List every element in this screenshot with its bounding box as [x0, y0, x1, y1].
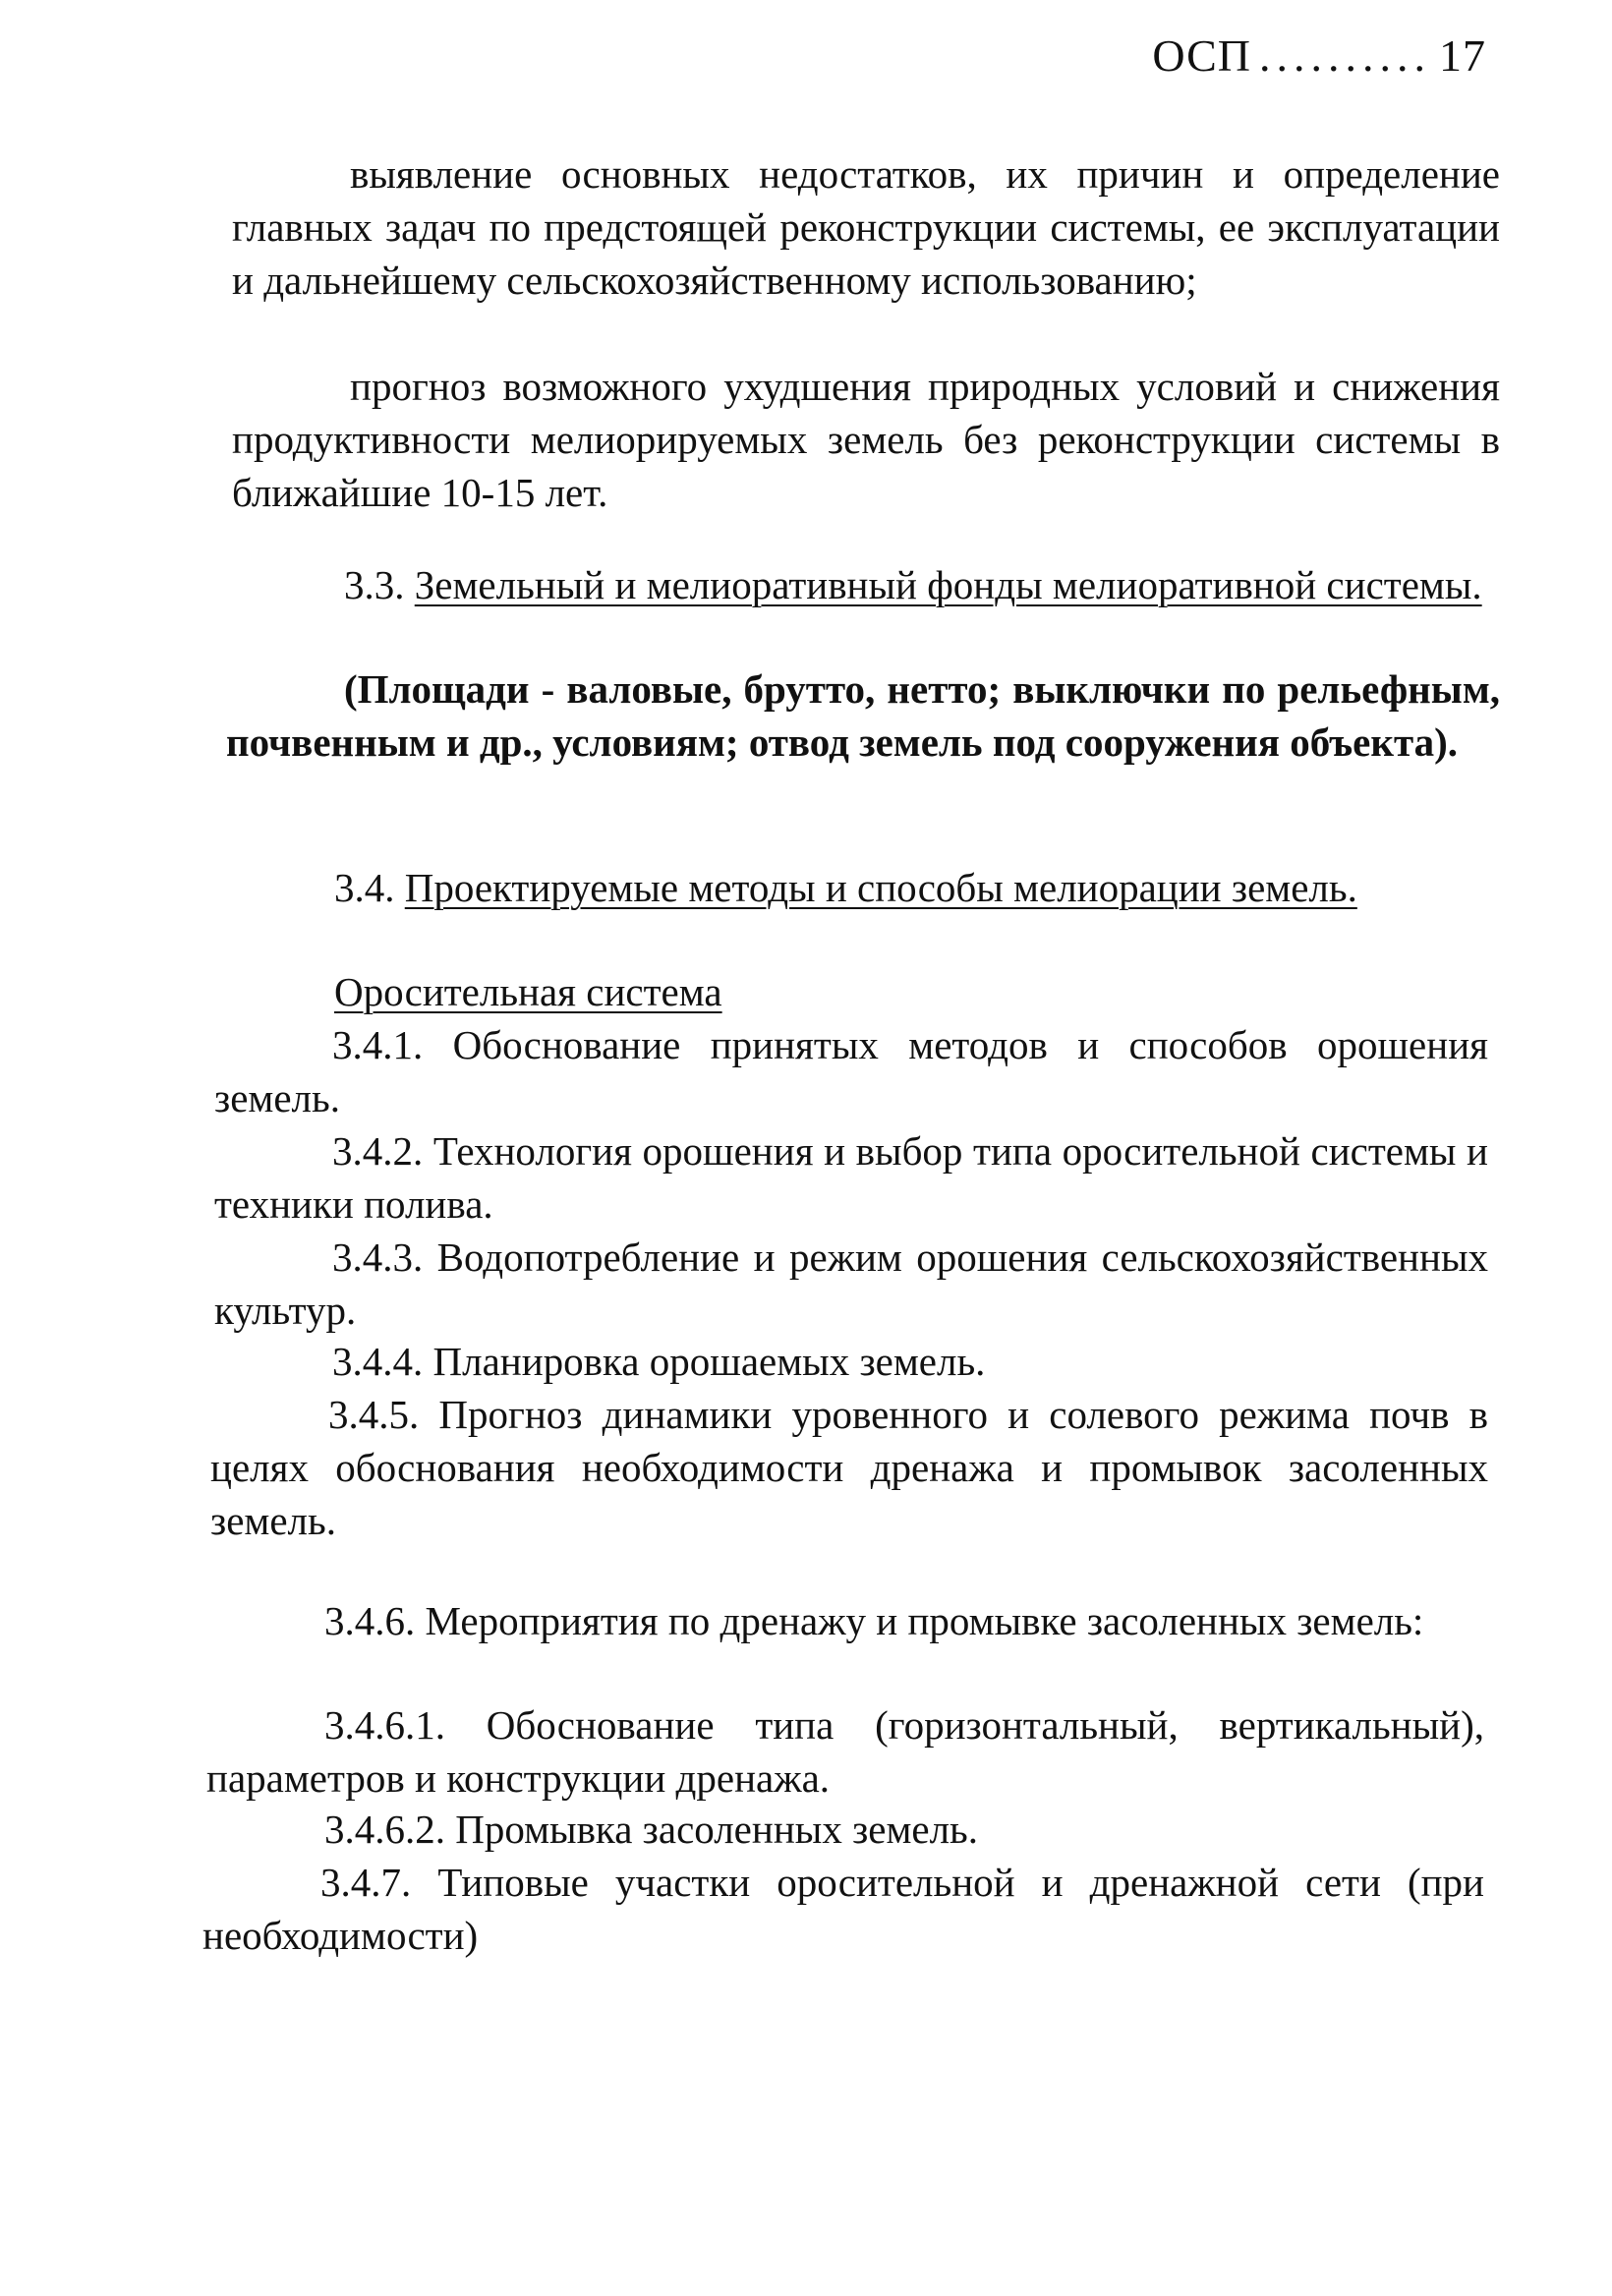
item-3-4-5: 3.4.5. Прогноз динамики уровенного и солевого режима почв в целях обоснования необходимости дренажа и промывок засоленных земель.	[210, 1392, 1488, 1543]
subsection-title-block	[216, 965, 1490, 1018]
item-3-4-6: 3.4.6. Мероприятия по дренажу и промывке засоленных земель:	[324, 1598, 1424, 1643]
section-3-3-title: Земельный и мелиоративный фонды мелиоративной системы.	[414, 562, 1482, 607]
header-dots: ..........	[1259, 30, 1431, 81]
item-3-4-6-2: 3.4.6.2. Промывка засоленных земель.	[324, 1807, 979, 1852]
header-label: ОСП	[1152, 30, 1251, 81]
paragraph-forecast: прогноз возможного ухудшения природных условий и снижения продуктивности мелиорируемых земель без реконструкции системы в ближайшие 10-15 лет.	[232, 364, 1500, 515]
item-3-4-1: 3.4.1. Обоснование принятых методов и способов орошения земель.	[214, 1022, 1488, 1120]
item-3-4-3: 3.4.3. Водопотребление и режим орошения сельскохозяйственных культур.	[214, 1234, 1488, 1333]
section-3-4-number: 3.4.	[334, 865, 395, 910]
item-3-4-7: 3.4.7. Типовые участки оросительной и дренажной сети (при необходимости)	[202, 1860, 1484, 1958]
section-3-4-title: Проектируемые методы и способы мелиорации земель.	[404, 865, 1357, 910]
section-3-3-heading	[226, 558, 1500, 611]
subsection-title: Оросительная система	[334, 969, 722, 1014]
section-3-3-body: (Площади - валовые, брутто, нетто; выключки по рельефным, почвенным и др., условиям; отвод земель под сооружения объекта).	[226, 666, 1500, 765]
item-3-4-6-1: 3.4.6.1. Обоснование типа (горизонтальный, вертикальный), параметров и конструкции дренажа.	[206, 1702, 1484, 1801]
item-3-4-2: 3.4.2. Технология орошения и выбор типа оросительной системы и техники полива.	[214, 1128, 1488, 1227]
section-3-4-heading	[216, 861, 1490, 914]
page-header	[1152, 29, 1486, 82]
paragraph-deficiencies: выявление основных недостатков, их причин и определение главных задач по предстоящей реконструкции системы, ее эксплуатации и дальнейшему сельскохозяйственному использованию;	[232, 151, 1500, 303]
section-3-3-number: 3.3.	[344, 562, 405, 607]
item-3-4-4: 3.4.4. Планировка орошаемых земель.	[332, 1339, 986, 1384]
page-number: 17	[1439, 30, 1486, 81]
